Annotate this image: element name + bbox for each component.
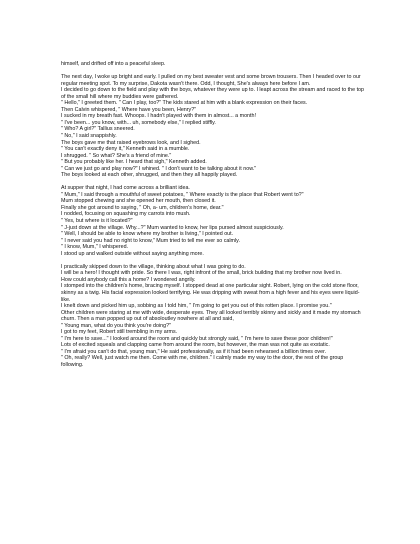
paragraph: " You can't exactly deny it," Kenneth said in a mumble. xyxy=(61,146,190,153)
paragraph: I sucked in my breath fast. Whoops. I hadn't played with them in almost... a month! xyxy=(61,113,256,120)
paragraph: " Can we just go and play now?" I whined. " I don't want to be talking about it now." xyxy=(61,165,257,172)
paragraph: Finally she got around to saying, " Oh, a- um, children's home, dear." xyxy=(61,204,224,211)
paragraph: " But you probably like her. I heard that sigh," Kenneth added. xyxy=(61,159,207,166)
story-block xyxy=(61,264,367,369)
paragraph: The next day, I woke up bright and early. I pulled on my best sweater vest and some brown trousers. Then I headed over to our regular meeting spot. To my surprise, Dakota wasn't there. Odd, I thought, She's always here before I am. xyxy=(61,74,361,87)
paragraph: " No," I said snappishly. xyxy=(61,132,117,139)
paragraph: " J-just down at the village. Why...?" Mum wanted to know, her lips pursed almost suspiciously. xyxy=(61,224,284,231)
paragraph: " Yes, but where is it located?" xyxy=(61,218,133,225)
story-block xyxy=(61,74,367,179)
paragraph: " I know, Mum," I whispered. xyxy=(61,244,129,251)
paragraph: How could anybody call this a home? I wondered angrily. xyxy=(61,276,196,283)
paragraph: " I've been... you know, with... uh, somebody else," I replied stiffly. xyxy=(61,119,216,126)
paragraph: I practically skipped down to the village, thinking about what I was going to do. xyxy=(61,263,246,270)
paragraph: I will be a hero! I thought with pride. So there I was, right infront of the small, brick building that my brother now lived in. xyxy=(61,270,342,277)
paragraph: At supper that night, I had come across a brilliant idea. xyxy=(61,185,190,192)
paragraph: " Who? A girl?" Tallius sneered. xyxy=(61,126,135,133)
paragraph: I stomped into the children's home, bracing myself. I stopped dead at one particular sight. Robert, lying on the cold stone floor, skinny as a twig. His facial expression looked terrifying. He was dripping with sweat from a high fever and his eyes were liquid-like. xyxy=(61,283,360,303)
paragraph: I shrugged. " So what? She's a friend of mine." xyxy=(61,152,172,159)
paragraph: " Mum," I said through a mouthful of sweet potatoes, " Where exactly is the place that Robert went to?" xyxy=(61,191,304,198)
paragraph: I knelt down and picked him up, sobbing as I told him, " I'm going to get you out of this rotten place. I promise you." xyxy=(61,303,332,310)
paragraph: Other children were staring at me with wide, desperate eyes. They all looked terribly skinny and sickly and it made my stomach churn. Then a man popped up out of absoloutley nowhere at all and said, xyxy=(61,309,361,323)
paragraph: I stood up and walked outside without saying anything more. xyxy=(61,250,204,257)
story-block xyxy=(61,185,367,257)
paragraph: " Well, I should be able to know where my brother is living," I pointed out. xyxy=(61,231,234,238)
paragraph: I nodded, focusing on squashing my carrots into mush. xyxy=(61,211,191,218)
paragraph: " Hello," I greeted them. " Can I play, too?" The kids stared at him with a blank expression on their faces. xyxy=(61,100,308,107)
paragraph: " Oh, really? Well, just watch me then. Come with me, children." I calmly made my way to the door, the rest of the group following. xyxy=(61,355,344,369)
paragraph: I got to my feet, Robert still trembling in my arms. xyxy=(61,329,178,336)
paragraph: Mum stopped chewing and she opened her mouth, then closed it. xyxy=(61,198,216,205)
paragraph: " I never said you had no right to know," Mum tried to tell me ever so calmly. xyxy=(61,237,240,244)
paragraph: I decided to go down to the field and play with the boys, whatever they were up to. I leapt across the stream and raced to the top of the small hill where my buddies were gathered. xyxy=(61,87,364,100)
paragraph: Lots of excited squeals and clapping came from around the room, but however, the man was not quite as exstatic. xyxy=(61,342,330,349)
document-page xyxy=(61,61,367,369)
paragraph: The boys looked at each other, shrugged, and then they all happily played. xyxy=(61,172,238,179)
paragraph: The boys gave me that raised eyebrows look, and I sighed. xyxy=(61,139,201,146)
paragraph: " I'm here to save..." I looked around the room and quickly but strongly said, " I'm here to save these poor children!" xyxy=(61,335,333,342)
paragraph: " I'm afraid you can't do that, young man," He said professionally, as if it had been rehearsed a billion times over. xyxy=(61,348,327,355)
paragraph: Then Calvin whispered, " Where have you been, Henry?" xyxy=(61,106,197,113)
paragraph: " Young man, what do you think you're doing?" xyxy=(61,322,171,329)
paragraph: himself, and drifted off into a peaceful sleep. xyxy=(61,61,166,67)
